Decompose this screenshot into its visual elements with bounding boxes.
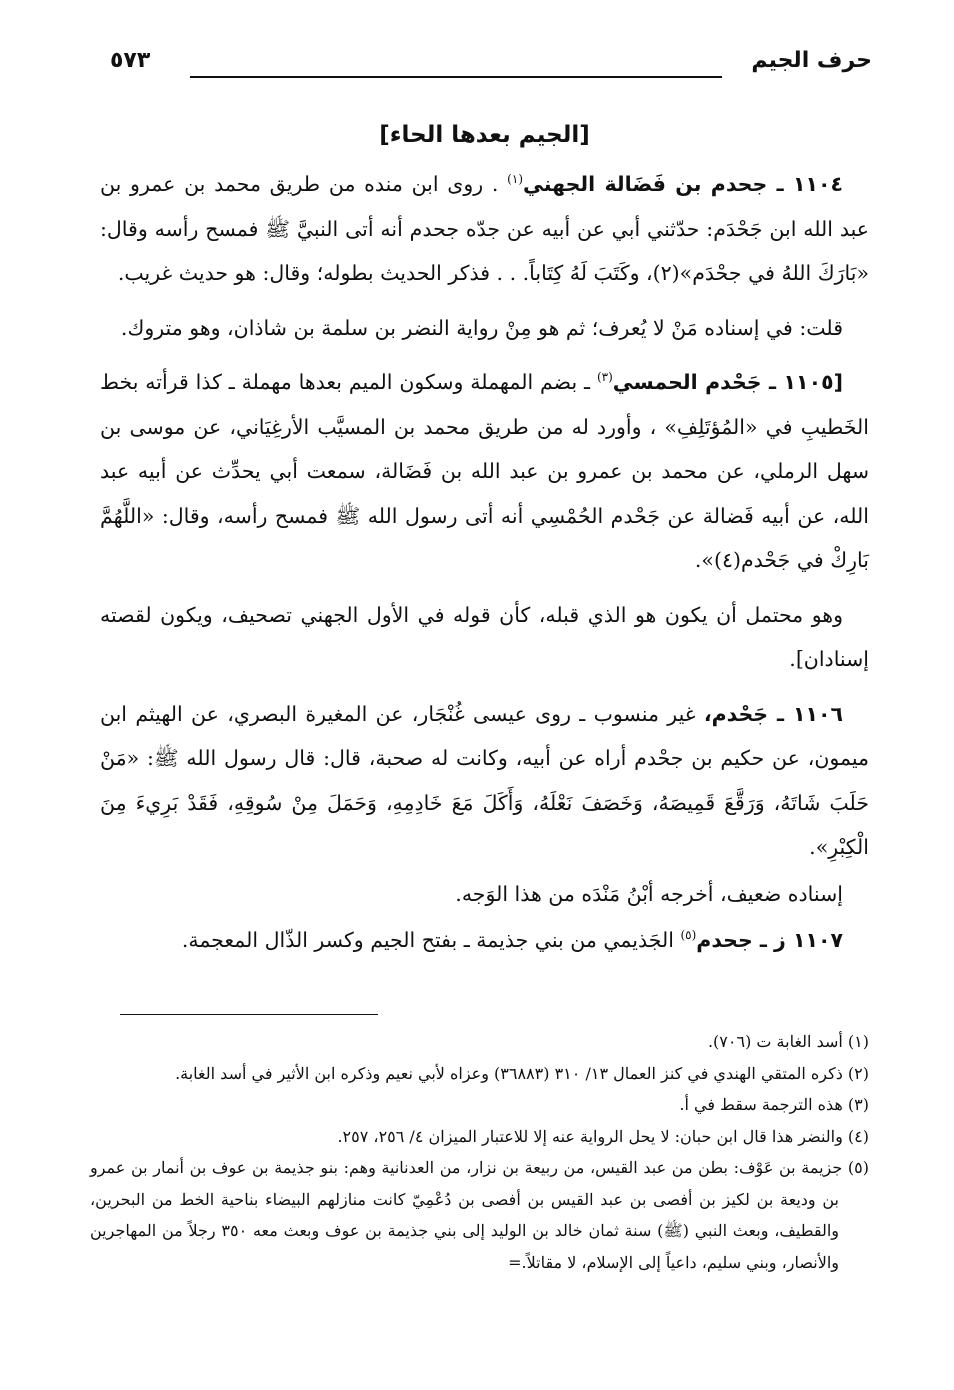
entry-1107 [100, 918, 869, 963]
entry-heading: ١١٠٦ ـ جَحْدم، [703, 701, 843, 726]
entry-text: ـ بضم المهملة وسكون الميم بعدها مهملة ـ كذا قرأته بخط الخَطيبِ في «المُؤتَلِفِ» ، وأورد له من طريق محمد بن المسيَّب الأرغِيَاني، عن موسى بن سهل الرملي، عن محمد بن عمرو بن عبد الله بن فَضَالة، سمعت أبي يحدِّث عن أبيه عبد الله، عن أبيه فَضالة عن جَحْدم الحُمْسِي أنه أتى رسول الله ﷺ فمسح رأسه، وقال: «اللَّهُمَّ بَارِكْ في جَحْدم(٤)». [100, 370, 869, 572]
chapter-title: حرف الجيم [751, 48, 872, 73]
isnad-note [100, 872, 869, 917]
footnote-2: (٢) ذكره المتقي الهندي في كنز العمال ١٣/ ٣١٠ (٣٦٨٨٣) وعزاه لأبي نعيم وذكره ابن الأثير في أسد الغابة. [175, 1063, 869, 1083]
section-title: [الجيم بعدها الحاء] [379, 122, 590, 148]
entry-text: غير منسوب ـ روى عيسى غُنْجَار، عن المغيرة البصري، عن الهيثم ابن ميمون، عن حكيم بن جحْدم أراه عن أبيه، وكانت له صحبة، قال: قال رسول الله ﷺ: «مَنْ حَلَبَ شَاتَهُ، وَرَقَّعَ قَمِيصَهُ، وَخَصَفَ نَعْلَهُ، وَأَكَلَ مَعَ خَادِمِهِ، وَحَمَلَ مِنْ سُوقِهِ، فَقَدْ بَرِيءَ مِنَ الْكِبْرِ». [100, 701, 869, 859]
header-rule [190, 76, 722, 78]
entry-heading: [١١٠٥ ـ جَحْدم الحمسي [612, 370, 843, 394]
isnad-text: إسناده ضعيف، أخرجه أبْنُ مَنْدَه من هذا الوَجه. [455, 881, 843, 906]
entry-heading: ١١٠٧ ز ـ جحدم [696, 928, 843, 952]
comment-text: وهو محتمل أن يكون هو الذي قبله، كأن قوله في الأول الجهني تصحيف، ويكون لقصته إسنادان]. [100, 602, 869, 671]
footnote-3: (٣) هذه الترجمة سقط في أ. [679, 1095, 869, 1114]
footnote-1: (١) أسد الغابة ت (٧٠٦). [707, 1032, 869, 1051]
comment-paragraph [100, 306, 869, 351]
footnote-separator [120, 1014, 378, 1015]
entry-text: . روى ابن منده من طريق محمد بن عمرو بن عبد الله ابن جَحْدَم: حدّثني أبي عن أبيه عن جدّه جحدم أنه أتى النبيَّ ﷺ فمسح رأسه وقال: «بَارَكَ اللهُ في جحْدَم»(٢)، وكَتَبَ لَهُ كِتَاباً. . . فذكر الحديث بطوله؛ وقال: هو حديث غريب. [100, 172, 869, 285]
page-number: ٥٧٣ [110, 48, 151, 73]
main-text [100, 112, 869, 973]
entry-1105 [100, 360, 869, 583]
footnote-ref: (٥) [680, 928, 697, 943]
footnotes [90, 1026, 869, 1278]
entry-1106 [100, 692, 869, 870]
entry-1104 [100, 162, 869, 296]
footnote-ref: (١) [507, 172, 523, 187]
comment-text: قلت: في إسناده مَنْ لا يُعرف؛ ثم هو مِنْ رواية النضر بن سلمة بن شاذان، وهو متروك. [120, 315, 843, 340]
entry-heading: ١١٠٤ ـ جحدم بن فَضَالة الجهني [523, 172, 843, 196]
running-header [110, 48, 872, 88]
footnote-ref: (٣) [596, 370, 613, 385]
comment-paragraph [100, 593, 869, 682]
entry-text: الجَذيمي من بني جذيمة ـ بفتح الجيم وكسر الذّال المعجمة. [181, 928, 674, 952]
footnote-5: (٥) جزيمة بن عَوْف: بطن من عبد القيس، من ربيعة بن نزار، من العدنانية وهم: بنو جذيمة بن عوف بن أنمار بن عمرو بن وديعة بن لكيز بن أفصى بن عبد القيس بن أفصى بن دُعْمِيّ كانت منازلهم البيضاء بناحية الخط من البحرين، والقطيف، وبعث النبي (ﷺ) سنة ثمان خالد بن الوليد إلى بني جذيمة بن عوف وبعث معه ٣٥٠ رجلاً من المهاجرين والأنصار، وبني سليم، داعياً إلى الإسلام، لا مقاتلاً.= [90, 1158, 869, 1272]
footnote-4: (٤) والنضر هذا قال ابن حبان: لا يحل الرواية عنه إلا للاعتبار الميزان ٤/ ٢٥٦، ٢٥٧. [337, 1126, 869, 1146]
